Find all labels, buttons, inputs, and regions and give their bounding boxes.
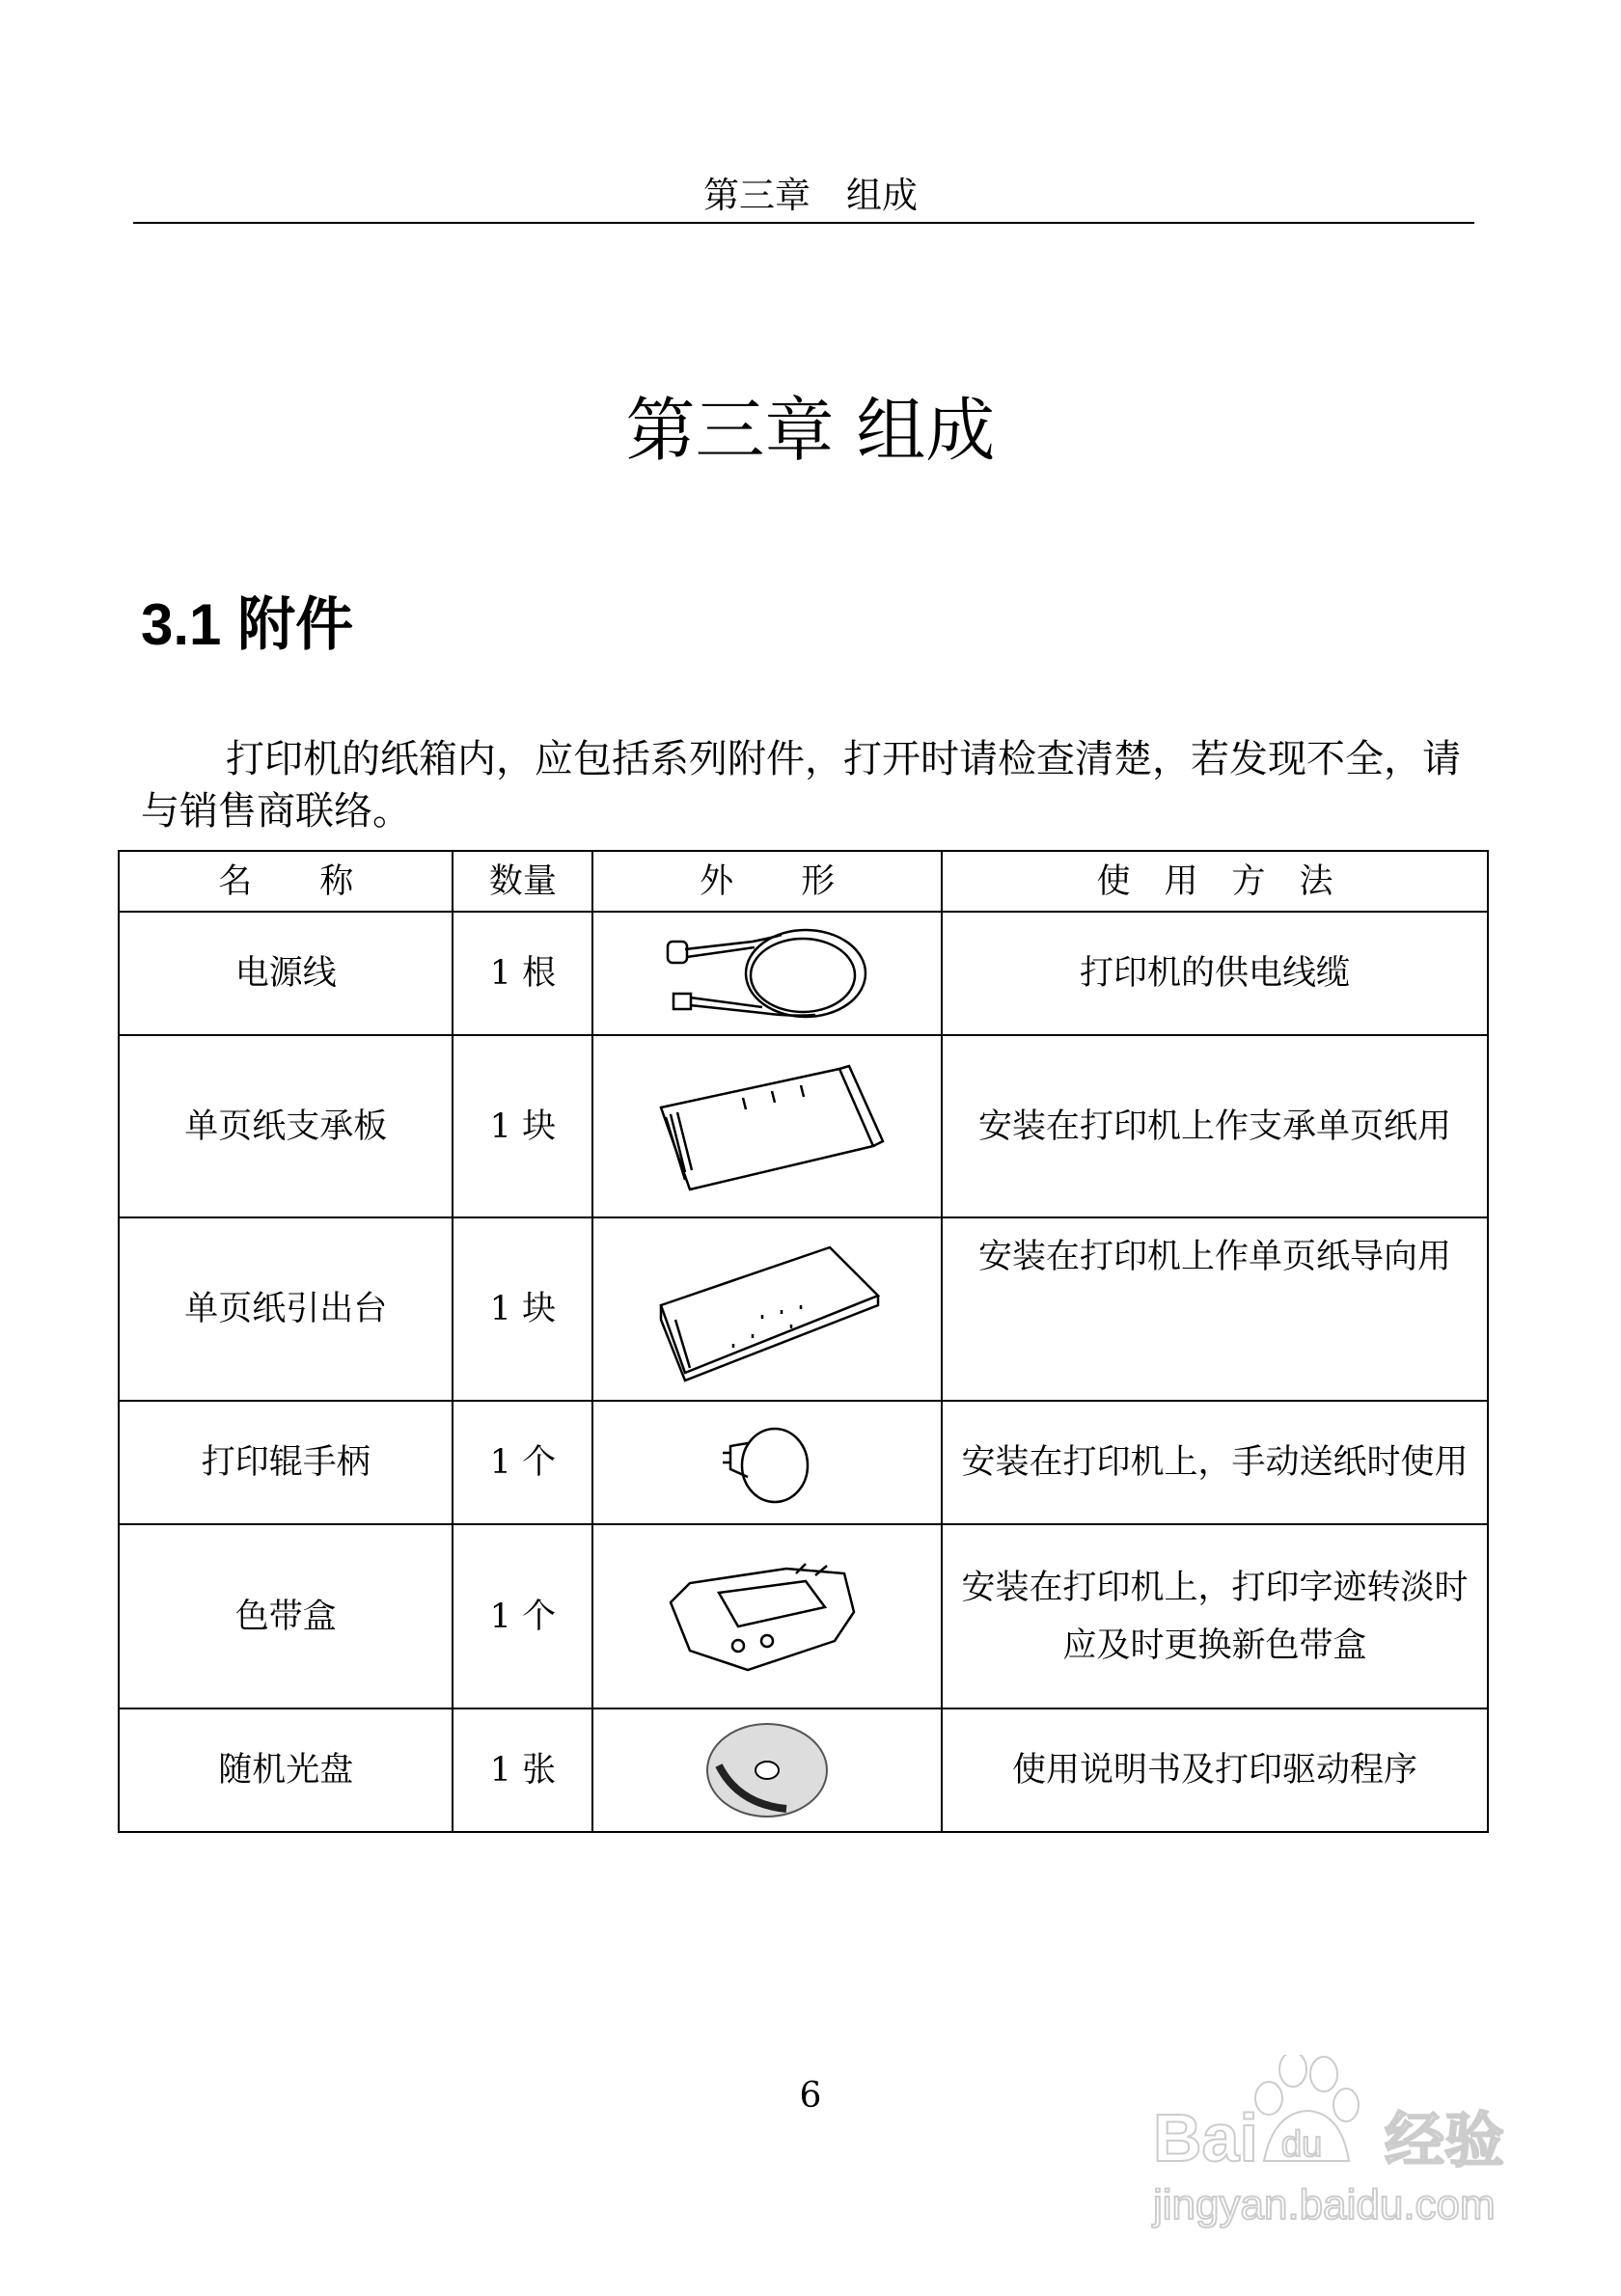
item-usage: 打印机的供电线缆 bbox=[942, 912, 1488, 1035]
item-qty: 1 个 bbox=[453, 1401, 592, 1524]
table-row bbox=[119, 1708, 1488, 1832]
page-number: 6 bbox=[799, 2076, 822, 2116]
table-header-row bbox=[119, 851, 1488, 912]
item-qty: 1 块 bbox=[453, 1035, 592, 1217]
item-name: 打印辊手柄 bbox=[119, 1401, 453, 1524]
header-shape: 外 形 bbox=[592, 851, 942, 912]
item-name: 随机光盘 bbox=[119, 1708, 453, 1832]
item-usage: 使用说明书及打印驱动程序 bbox=[942, 1708, 1488, 1832]
accessories-table bbox=[118, 850, 1489, 1833]
item-usage: 安装在打印机上，打印字迹转淡时应及时更换新色带盒 bbox=[942, 1524, 1488, 1708]
table-row bbox=[119, 912, 1488, 1035]
svg-text:jingyan.baidu.com: jingyan.baidu.com bbox=[1153, 2181, 1496, 2228]
paper-exit-tray-icon bbox=[592, 1217, 942, 1401]
header-name: 名 称 bbox=[119, 851, 453, 912]
table-row bbox=[119, 1035, 1488, 1217]
item-qty: 1 张 bbox=[453, 1708, 592, 1832]
baidu-watermark-logo bbox=[1148, 2055, 1525, 2238]
platen-knob-icon bbox=[592, 1401, 942, 1524]
item-name: 单页纸引出台 bbox=[119, 1217, 453, 1401]
table-row bbox=[119, 1524, 1488, 1708]
running-header: 第三章 组成 bbox=[703, 175, 918, 216]
item-qty: 1 个 bbox=[453, 1524, 592, 1708]
header-qty: 数量 bbox=[453, 851, 592, 912]
cd-disc-icon bbox=[592, 1708, 942, 1832]
intro-paragraph: 打印机的纸箱内，应包括系列附件，打开时请检查清楚，若发现不全，请与销售商联络。 bbox=[141, 737, 1461, 834]
header-usage: 使 用 方 法 bbox=[942, 851, 1488, 912]
item-usage: 安装在打印机上，手动送纸时使用 bbox=[942, 1401, 1488, 1524]
item-name: 色带盒 bbox=[119, 1524, 453, 1708]
item-qty: 1 根 bbox=[453, 912, 592, 1035]
header-rule bbox=[133, 222, 1474, 224]
svg-text:du: du bbox=[1281, 2124, 1323, 2165]
item-usage: 安装在打印机上作单页纸导向用 bbox=[942, 1217, 1488, 1401]
svg-text:Bai: Bai bbox=[1153, 2100, 1258, 2175]
section-title: 3.1 附件 bbox=[141, 592, 354, 657]
chapter-title: 第三章 组成 bbox=[625, 390, 996, 471]
item-name: 电源线 bbox=[119, 912, 453, 1035]
paper-support-board-icon bbox=[592, 1035, 942, 1217]
item-name: 单页纸支承板 bbox=[119, 1035, 453, 1217]
table-row bbox=[119, 1401, 1488, 1524]
ribbon-cartridge-icon bbox=[592, 1524, 942, 1708]
item-qty: 1 块 bbox=[453, 1217, 592, 1401]
power-cord-icon bbox=[592, 912, 942, 1035]
svg-text:经验: 经验 bbox=[1385, 2105, 1505, 2175]
table-row bbox=[119, 1217, 1488, 1401]
item-usage: 安装在打印机上作支承单页纸用 bbox=[942, 1035, 1488, 1217]
